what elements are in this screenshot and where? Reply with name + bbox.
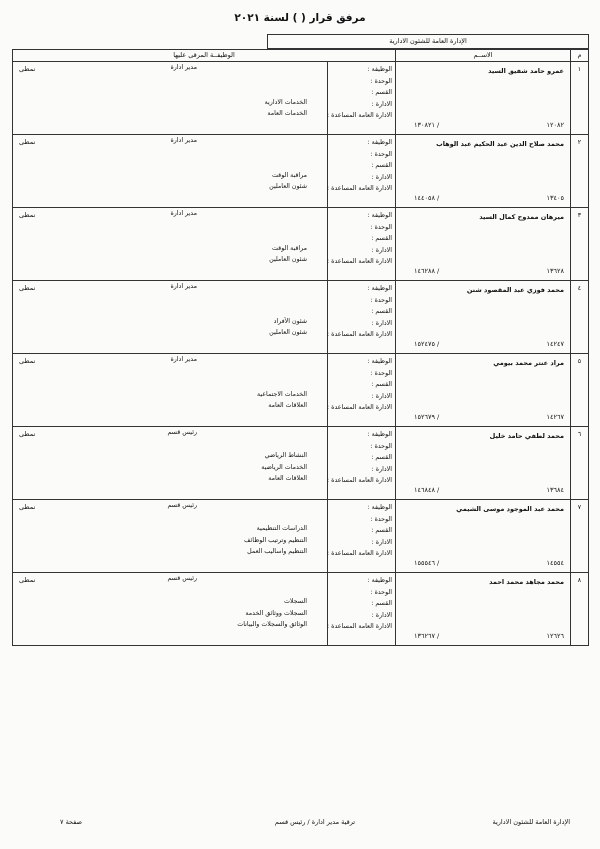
table-row: [13, 62, 589, 135]
field-label: القسم :: [371, 162, 392, 170]
employee-codes: ١٤٤٠٥٨ / ١٣٤٠٥: [414, 194, 564, 202]
job-line: النشاط الرياضي: [264, 452, 307, 460]
employee-cell: [396, 62, 571, 135]
table-header-row: [13, 50, 589, 62]
field-label: الوحدة :: [370, 588, 392, 596]
table-row: [13, 427, 589, 500]
job-type-tag: نمطى: [19, 138, 36, 146]
job-cell: [13, 62, 328, 135]
footer-department: الإدارة العامة للشئون الادارية: [492, 818, 570, 826]
job-line: [13, 512, 327, 524]
field-labels: [328, 354, 396, 427]
employee-code-1: ١٤٥٥٤: [546, 559, 564, 567]
job-line: مدير ادارة: [170, 137, 197, 144]
job-type-tag: نمطى: [19, 211, 36, 219]
field-label: الادارة العامة المساعدة :: [327, 258, 392, 266]
job-line: السجلات: [283, 598, 307, 606]
field-label: القسم :: [371, 235, 392, 243]
job-line: مراقبة الوقت: [272, 244, 307, 252]
field-labels: [328, 573, 396, 646]
job-line: شئون العاملين: [269, 183, 307, 191]
job-line: مراقبة الوقت: [272, 171, 307, 179]
job-line: الخدمات العامة: [267, 110, 307, 118]
job-line: [13, 439, 327, 451]
employee-code-2: ١٤٦٢٨٨: [414, 267, 435, 275]
field-label: الوظيفة :: [367, 285, 392, 292]
table-row: [13, 281, 589, 354]
job-line: [13, 231, 327, 243]
field-labels: [328, 281, 396, 354]
field-label: الادارة العامة المساعدة :: [327, 477, 392, 485]
field-labels: [328, 427, 396, 500]
page-title: مرفق قرار ( ) لسنة ٢٠٢١: [234, 12, 366, 24]
job-line: مدير ادارة: [170, 356, 197, 363]
field-label: الادارة :: [371, 246, 392, 254]
field-label: الوحدة :: [370, 369, 392, 377]
job-line: [13, 147, 327, 159]
field-label: القسم :: [371, 600, 392, 608]
employee-code-1: ١٤٢٦٧: [546, 413, 564, 421]
field-label: القسم :: [371, 527, 392, 535]
employee-name: محمد لطفي حامد خليل: [489, 432, 564, 440]
job-type-tag: نمطى: [19, 65, 36, 73]
job-cell: [13, 500, 328, 573]
row-number: ١: [571, 62, 589, 135]
field-label: الوظيفة :: [367, 139, 392, 146]
department-heading: الإدارة العامة للشئون الادارية: [267, 34, 589, 49]
field-label: الادارة :: [371, 319, 392, 327]
footer-subject: ترقية مدير ادارة / رئيس قسم: [274, 818, 356, 826]
field-label: الوظيفة :: [367, 431, 392, 438]
field-label: الوحدة :: [370, 296, 392, 304]
job-line: الخدمات الاجتماعية: [257, 390, 307, 398]
employee-name: محمد عبد الموجود موسى الشيمي: [456, 505, 564, 513]
field-label: الوحدة :: [370, 515, 392, 523]
field-label: الوظيفة :: [367, 358, 392, 365]
employee-code-1: ١٢٠٨٢: [546, 121, 564, 129]
field-labels: [328, 500, 396, 573]
field-label: الادارة :: [371, 100, 392, 108]
job-type-tag: نمطى: [19, 576, 36, 584]
job-type-tag: نمطى: [19, 357, 36, 365]
row-number: ٥: [571, 354, 589, 427]
row-number: ٨: [571, 573, 589, 646]
job-line: شئون العاملين: [269, 329, 307, 337]
employee-codes: ١٤٦٨٤٨ / ١٣٦٨٤: [414, 486, 564, 494]
employee-cell: [396, 281, 571, 354]
job-line: الخدمات الادارية: [264, 98, 307, 106]
job-cell: [13, 281, 328, 354]
employee-name: محمد فوزي عبد المقصود شنن: [466, 286, 564, 294]
field-label: الوظيفة :: [367, 504, 392, 511]
field-label: القسم :: [371, 381, 392, 389]
employee-code-2: ١٤٦٨٤٨: [414, 486, 435, 494]
job-line: رئيس قسم: [167, 575, 197, 582]
field-label: الوحدة :: [370, 442, 392, 450]
job-line: التنظيم وترتيب الوظائف: [244, 536, 307, 544]
employee-code-2: ١٥٢٤٧٥: [414, 340, 435, 348]
job-line: العلاقات العامة: [268, 475, 307, 483]
employee-code-1: ١٤٢٤٧: [546, 340, 564, 348]
header-num: م: [571, 50, 589, 62]
employee-code-2: ١٤٤٠٥٨: [414, 194, 435, 202]
employee-name: محمد صلاح الدين عبد الحكيم عبد الوهاب: [436, 140, 564, 148]
header-name: الاســم: [396, 50, 571, 62]
row-number: ٧: [571, 500, 589, 573]
table-row: [13, 573, 589, 646]
job-line: مدير ادارة: [170, 64, 197, 71]
job-line: [13, 158, 327, 170]
job-line: شئون العاملين: [269, 256, 307, 264]
job-line: مدير ادارة: [170, 210, 197, 217]
field-label: الوحدة :: [370, 77, 392, 85]
job-line: [13, 85, 327, 97]
table-row: [13, 354, 589, 427]
employee-cell: [396, 500, 571, 573]
field-label: الادارة العامة المساعدة :: [327, 112, 392, 120]
field-label: الادارة العامة المساعدة :: [327, 185, 392, 193]
job-line: رئيس قسم: [167, 429, 197, 436]
field-label: الادارة العامة المساعدة :: [327, 623, 392, 631]
employee-code-2: ١٥٥٥٤٦: [414, 559, 435, 567]
job-line: العلاقات العامة: [268, 402, 307, 410]
employee-codes: ١٥٢٦٧٩ / ١٤٢٦٧: [414, 413, 564, 421]
employee-code-1: ١٣٦٢٨: [546, 267, 564, 275]
field-labels: [328, 208, 396, 281]
employee-code-1: ١٢٦٢٦: [546, 632, 564, 640]
job-line: [13, 220, 327, 232]
employee-code-2: ١٣٦٢٦٧: [414, 632, 435, 640]
employee-name: محمد مجاهد محمد احمد: [489, 578, 564, 586]
field-label: القسم :: [371, 308, 392, 316]
job-line: السجلات ووثائق الخدمة: [245, 609, 307, 617]
job-line: [13, 377, 327, 389]
employee-code-1: ١٣٤٠٥: [546, 194, 564, 202]
employee-code-2: ١٥٢٦٧٩: [414, 413, 435, 421]
header-job: الوظيفــة المرقى عليها: [13, 50, 396, 62]
row-number: ٣: [571, 208, 589, 281]
field-label: الادارة :: [371, 465, 392, 473]
job-type-tag: نمطى: [19, 503, 36, 511]
job-line: [13, 293, 327, 305]
field-labels: [328, 62, 396, 135]
job-line: شئون الأفراد: [273, 317, 307, 325]
field-label: الادارة :: [371, 173, 392, 181]
job-line: التنظيم واساليب العمل: [247, 548, 307, 556]
job-cell: [13, 573, 328, 646]
field-label: القسم :: [371, 89, 392, 97]
job-cell: [13, 208, 328, 281]
field-labels: [328, 135, 396, 208]
field-label: الادارة :: [371, 538, 392, 546]
field-label: الادارة :: [371, 611, 392, 619]
job-line: الوثائق والسجلات والبيانات: [237, 621, 307, 629]
table-row: [13, 500, 589, 573]
job-line: [13, 366, 327, 378]
employee-codes: ١٣٠٨٢١ / ١٢٠٨٢: [414, 121, 564, 129]
table-row: [13, 135, 589, 208]
field-label: الوحدة :: [370, 150, 392, 158]
employee-name: ميرهان ممدوح كمال السيد: [479, 213, 564, 221]
job-line: مدير ادارة: [170, 283, 197, 290]
field-label: الوظيفة :: [367, 577, 392, 584]
employee-code-1: ١٣٦٨٤: [546, 486, 564, 494]
footer-page-number: صفحة ٧: [60, 818, 83, 826]
job-line: رئيس قسم: [167, 502, 197, 509]
table-row: [13, 208, 589, 281]
field-label: الوحدة :: [370, 223, 392, 231]
field-label: الادارة العامة المساعدة :: [327, 331, 392, 339]
employee-codes: ١٥٢٤٧٥ / ١٤٢٤٧: [414, 340, 564, 348]
employee-name: عمرو حامد شفيق السيد: [488, 67, 564, 75]
job-type-tag: نمطى: [19, 284, 36, 292]
field-label: الادارة العامة المساعدة :: [327, 404, 392, 412]
employee-codes: ١٥٥٥٤٦ / ١٤٥٥٤: [414, 559, 564, 567]
job-cell: [13, 427, 328, 500]
job-line: [13, 74, 327, 86]
employee-cell: [396, 354, 571, 427]
job-line: [13, 304, 327, 316]
row-number: ٢: [571, 135, 589, 208]
job-line: [13, 585, 327, 597]
promotion-table: [12, 49, 589, 646]
field-label: القسم :: [371, 454, 392, 462]
employee-cell: [396, 573, 571, 646]
field-label: الوظيفة :: [367, 212, 392, 219]
employee-cell: [396, 135, 571, 208]
field-label: الادارة :: [371, 392, 392, 400]
job-type-tag: نمطى: [19, 430, 36, 438]
row-number: ٤: [571, 281, 589, 354]
employee-cell: [396, 427, 571, 500]
job-line: الخدمات الرياضية: [261, 463, 307, 471]
field-label: الوظيفة :: [367, 66, 392, 73]
employee-name: مراد عنتر محمد بيومي: [493, 359, 564, 367]
job-cell: [13, 135, 328, 208]
field-label: الادارة العامة المساعدة :: [327, 550, 392, 558]
employee-codes: ١٣٦٢٦٧ / ١٢٦٢٦: [414, 632, 564, 640]
job-line: الدراسات التنظيمية: [256, 525, 307, 533]
employee-codes: ١٤٦٢٨٨ / ١٣٦٢٨: [414, 267, 564, 275]
employee-code-2: ١٣٠٨٢١: [414, 121, 435, 129]
row-number: ٦: [571, 427, 589, 500]
employee-cell: [396, 208, 571, 281]
job-cell: [13, 354, 328, 427]
